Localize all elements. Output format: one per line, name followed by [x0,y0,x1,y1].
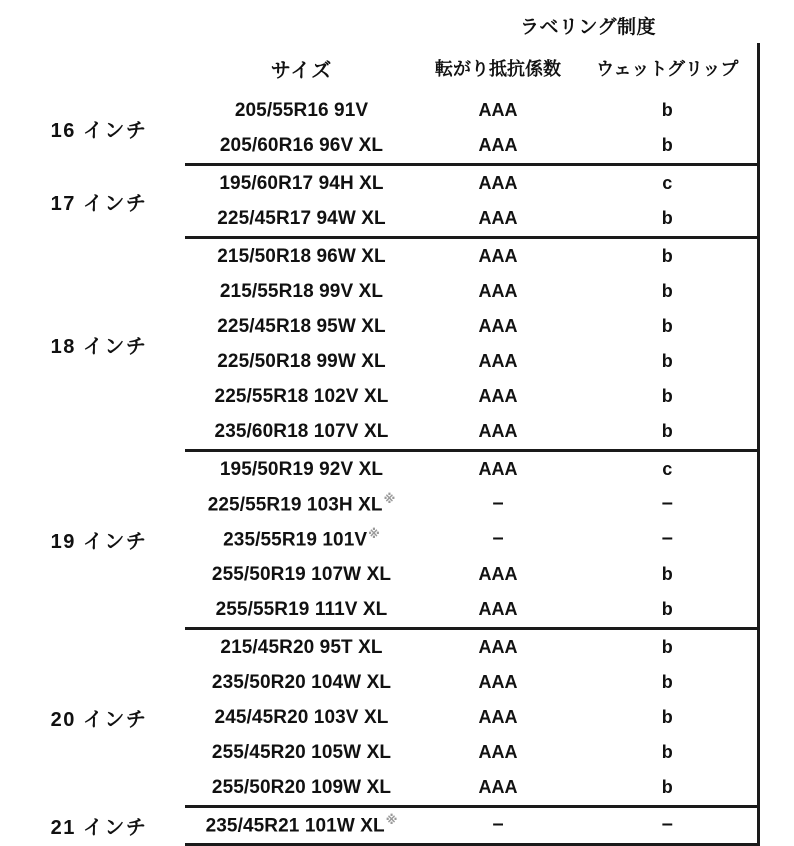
header-labeling-system: ラベリング制度 [418,8,758,43]
header-spacer-group [13,8,185,43]
header-wet-grip: ウェットグリップ [578,43,758,93]
group-label-cell: 20 インチ [13,629,185,807]
tire-size-cell [185,93,418,128]
rolling-resistance-cell: AAA [418,592,578,629]
tire-size-cell [185,165,418,202]
rolling-resistance-cell: AAA [418,128,578,165]
rolling-resistance-cell: AAA [418,165,578,202]
no-data-dash: – [492,813,504,835]
group-label-cell: 19 インチ [13,451,185,629]
wet-grip-cell [578,522,758,557]
group-label-cell: 17 インチ [13,165,185,238]
tire-size-text: 245/45R20 103V XL [214,706,389,728]
tire-size-cell [185,238,418,275]
tire-size-text: 235/55R19 101V [223,529,368,551]
tire-size-cell [185,807,418,845]
rolling-resistance-cell: AAA [418,379,578,414]
tire-size-text: 235/60R18 107V XL [214,420,389,442]
table-row [13,165,758,202]
tire-size-cell [185,592,418,629]
group-label-cell: 16 インチ [13,93,185,165]
wet-grip-cell: b [578,274,758,309]
tire-size-cell [185,557,418,592]
tire-size-cell [185,700,418,735]
wet-grip-cell: b [578,735,758,770]
tire-size-text: 255/50R19 107W XL [211,563,392,585]
table-row [13,629,758,666]
rolling-resistance-cell: AAA [418,629,578,666]
wet-grip-cell: b [578,128,758,165]
reference-mark-icon: ※ [383,492,396,507]
tire-size-cell [185,344,418,379]
wet-grip-cell: b [578,557,758,592]
tire-size-text: 225/55R19 103H XL [207,494,383,516]
rolling-resistance-cell: AAA [418,344,578,379]
no-data-dash: – [492,492,504,514]
tire-size-text: 215/55R18 99V XL [219,280,384,302]
rolling-resistance-cell: AAA [418,274,578,309]
tire-size-cell [185,770,418,807]
tire-size-cell [185,414,418,451]
wet-grip-cell: b [578,665,758,700]
tire-size-cell [185,487,418,522]
header-rolling-resistance: 転がり抵抗係数 [418,43,578,93]
reference-mark-icon: ※ [385,813,398,828]
rolling-resistance-cell [418,807,578,845]
table-row [13,807,758,845]
tire-size-text: 235/45R21 101W XL [205,815,385,837]
wet-grip-cell: b [578,414,758,451]
rolling-resistance-cell: AAA [418,93,578,128]
wet-grip-cell: b [578,344,758,379]
wet-grip-cell: b [578,238,758,275]
tire-size-cell [185,201,418,238]
rolling-resistance-cell [418,522,578,557]
tire-size-text: 195/60R17 94H XL [219,172,384,194]
wet-grip-cell: b [578,201,758,238]
wet-grip-cell: b [578,592,758,629]
tire-size-text: 205/55R16 91V [234,99,369,121]
header-row-sub [13,43,758,93]
tire-size-text: 225/50R18 99W XL [217,350,386,372]
rolling-resistance-cell: AAA [418,451,578,488]
header-spacer-size [185,8,418,43]
header-row-top [13,8,758,43]
wet-grip-cell: c [578,165,758,202]
rolling-resistance-cell: AAA [418,309,578,344]
wet-grip-cell: c [578,451,758,488]
rolling-resistance-cell: AAA [418,414,578,451]
rolling-resistance-cell: AAA [418,700,578,735]
tire-size-cell [185,522,418,557]
no-data-dash: – [661,492,673,514]
no-data-dash: – [661,813,673,835]
tire-size-cell [185,128,418,165]
no-data-dash: – [661,527,673,549]
rolling-resistance-cell: AAA [418,238,578,275]
wet-grip-cell [578,487,758,522]
wet-grip-cell: b [578,770,758,807]
rolling-resistance-cell: AAA [418,770,578,807]
tire-size-text: 205/60R16 96V XL [219,134,384,156]
group-label-cell: 18 インチ [13,238,185,451]
wet-grip-cell: b [578,309,758,344]
table-row [13,451,758,488]
no-data-dash: – [492,527,504,549]
wet-grip-cell: b [578,93,758,128]
group-label-cell: 21 インチ [13,807,185,845]
wet-grip-cell: b [578,700,758,735]
rolling-resistance-cell: AAA [418,557,578,592]
tire-size-text: 215/45R20 95T XL [220,636,383,658]
table-row [13,93,758,128]
tire-size-text: 225/45R18 95W XL [217,315,386,337]
tire-size-text: 255/50R20 109W XL [211,776,392,798]
tire-size-cell [185,665,418,700]
tire-size-text: 225/45R17 94W XL [217,207,386,229]
tire-size-text: 215/50R18 96W XL [217,245,386,267]
wet-grip-cell: b [578,629,758,666]
tire-size-text: 195/50R19 92V XL [219,458,384,480]
tire-size-text: 235/50R20 104W XL [211,671,392,693]
tire-size-text: 225/55R18 102V XL [214,385,389,407]
tire-size-cell [185,309,418,344]
tire-size-cell [185,629,418,666]
table-header [13,8,758,93]
tire-size-cell [185,379,418,414]
table-row [13,238,758,275]
reference-mark-icon: ※ [368,527,380,542]
tire-size-cell [185,274,418,309]
tire-size-cell [185,735,418,770]
header-spacer-group-2 [13,43,185,93]
rolling-resistance-cell [418,487,578,522]
tire-size-text: 255/55R19 111V XL [215,598,388,620]
tire-size-text: 255/45R20 105W XL [211,741,392,763]
rolling-resistance-cell: AAA [418,665,578,700]
tire-size-cell [185,451,418,488]
table-body [13,93,758,845]
rolling-resistance-cell: AAA [418,735,578,770]
tire-labeling-table [13,8,760,846]
header-size: サイズ [185,43,418,93]
wet-grip-cell: b [578,379,758,414]
rolling-resistance-cell: AAA [418,201,578,238]
wet-grip-cell [578,807,758,845]
